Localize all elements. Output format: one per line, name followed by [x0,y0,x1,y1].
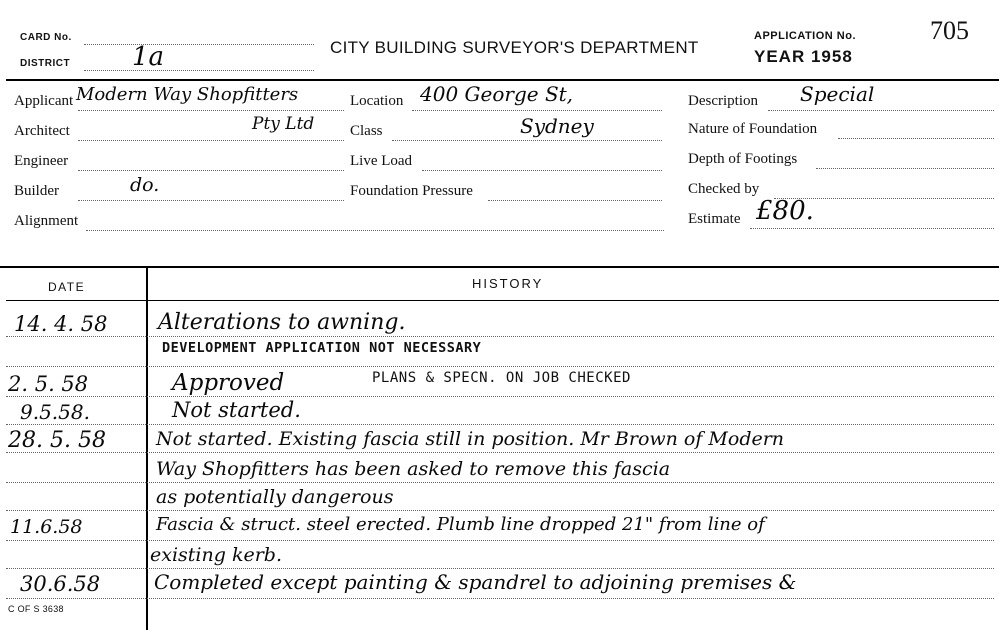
history-entry-2: Approved [172,370,285,396]
plans-checked-stamp: PLANS & SPECN. ON JOB CHECKED [372,370,631,386]
history-date-1: 14. 4. 58 [14,312,108,336]
history-header: HISTORY [472,276,544,291]
history-date-2: 2. 5. 58 [8,372,89,396]
development-application-stamp: DEVELOPMENT APPLICATION NOT NECESSARY [162,340,482,356]
architect-label: Architect [14,123,70,139]
nature-of-foundation-label: Nature of Foundation [688,121,818,137]
district-label: DISTRICT [20,58,71,69]
estimate-label: Estimate [688,211,741,227]
application-label: APPLICATION No. [754,30,857,42]
location-value-cont: Sydney [520,114,594,138]
history-date-3: 9.5.58. [20,400,90,424]
alignment-label: Alignment [14,213,79,229]
date-header: DATE [48,280,86,294]
history-date-7: 11.6.58 [10,516,83,538]
history-date-4: 28. 5. 58 [8,428,106,453]
applicant-value-cont: Pty Ltd [252,114,315,134]
applicant-value: Modern Way Shopfitters [76,84,299,105]
department-title: CITY BUILDING SURVEYOR'S DEPARTMENT [330,38,699,57]
applicant-label: Applicant [14,93,74,109]
form-code: C OF S 3638 [8,604,64,614]
history-entry-8: existing kerb. [150,544,282,566]
depth-of-footings-label: Depth of Footings [688,151,798,167]
history-entry-6: as potentially dangerous [156,486,394,508]
builder-value: do. [130,174,160,196]
checked-by-label: Checked by [688,181,760,197]
application-number: 705 [930,16,969,45]
foundation-pressure-label: Foundation Pressure [350,183,473,199]
description-value: Special [800,82,875,106]
history-entry-1: Alterations to awning. [158,310,406,335]
history-top-border [0,266,999,268]
history-entry-5: Way Shopfitters has been asked to remove this fascia [156,458,671,480]
estimate-value: £80. [756,196,814,226]
history-header-divider [6,300,999,301]
description-label: Description [688,93,758,109]
location-label: Location [350,93,404,109]
district-value: 1a [132,42,165,72]
history-entry-9: Completed except painting & spandrel to adjoining premises & [154,570,797,594]
builder-label: Builder [14,183,59,199]
history-entry-4: Not started. Existing fascia still in position. Mr Brown of Modern [156,428,785,450]
class-label: Class [350,123,383,139]
location-value: 400 George St, [420,82,574,106]
history-entry-7: Fascia & struct. steel erected. Plumb line dropped 21" from line of [156,514,765,535]
engineer-label: Engineer [14,153,69,169]
history-entry-3: Not started. [172,398,301,422]
card-no-label: CARD No. [20,32,72,43]
live-load-label: Live Load [350,153,413,169]
history-date-9: 30.6.58 [20,572,101,596]
header-divider [6,79,999,81]
year-label: YEAR 1958 [754,47,853,66]
date-column-divider [146,266,148,630]
